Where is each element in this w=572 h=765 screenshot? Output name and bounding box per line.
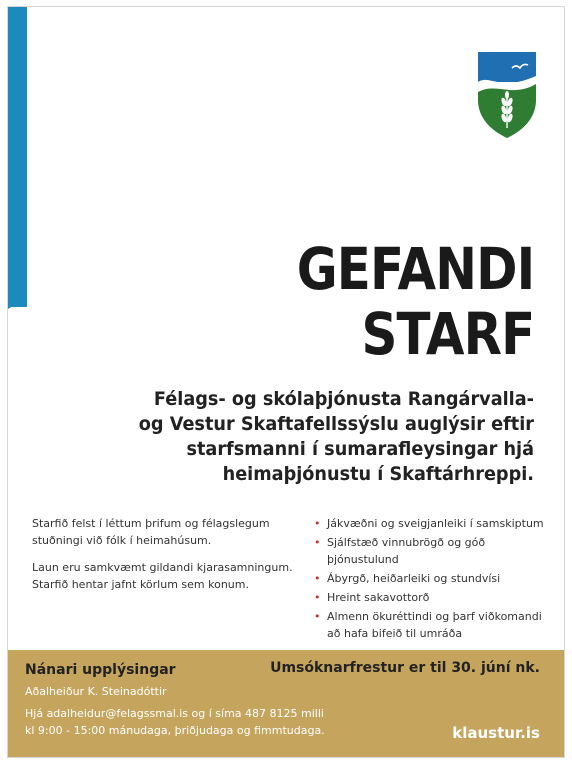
requirement-text: að hafa bifeið til umráða: [327, 627, 463, 640]
bullet-icon: •: [314, 572, 321, 585]
description-line: Laun eru samkvæmt gildandi kjarasamningum.: [32, 561, 293, 574]
subhead-line-2: og Vestur Skaftafellssýslu auglýsir eftir: [138, 413, 534, 435]
contact-heading: Nánari upplýsingar: [25, 662, 176, 678]
requirement-text: Ábyrgð, heiðarleiki og stundvísi: [327, 572, 501, 585]
contact-footer: [8, 650, 564, 757]
bullet-icon: •: [314, 610, 321, 623]
requirement-item: [314, 608, 549, 642]
bullet-icon: •: [314, 536, 321, 549]
description-paragraph-2: [32, 559, 302, 593]
requirement-text: Hreint sakavottorð: [327, 591, 430, 604]
bullet-icon: •: [314, 591, 321, 604]
description-paragraph-1: [32, 515, 302, 549]
municipal-crest-icon: [478, 52, 536, 138]
requirement-item: [314, 589, 549, 606]
subhead-line-4: heimaþjónustu í Skaftárhreppi.: [222, 463, 534, 485]
requirement-text: Jákvæðni og sveigjanleiki í samskiptum: [327, 517, 544, 530]
bullet-icon: •: [314, 517, 321, 530]
accent-bar-tip: [8, 297, 27, 309]
requirement-item: [314, 570, 549, 587]
application-deadline: Umsóknarfrestur er til 30. júní nk.: [270, 660, 540, 676]
requirement-item: [314, 515, 549, 532]
subhead-line-1: Félags- og skólaþjónusta Rangárvalla-: [153, 388, 534, 410]
accent-bar: [8, 7, 27, 307]
description-line: stuðningi við fólk í heimahúsum.: [32, 534, 212, 547]
subheadline: [97, 387, 534, 487]
website-link[interactable]: klaustur.is: [452, 724, 540, 742]
requirement-item: [314, 534, 549, 568]
contact-details: Hjá adalheidur@felagssmal.is og í síma 487 8125 milli: [25, 707, 324, 720]
headline: [296, 237, 534, 367]
description-line: Starfið felst í léttum þrifum og félagslegum: [32, 517, 270, 530]
headline-line-2: STARF: [361, 300, 534, 368]
description-line: Starfið hentar jafnt körlum sem konum.: [32, 578, 249, 591]
requirements-list: [314, 515, 549, 644]
contact-name: Aðalheiður K. Steinadóttir: [25, 685, 167, 698]
requirement-text: Almenn ökuréttindi og þarf viðkomandi: [327, 610, 542, 623]
subhead-line-3: starfsmanni í sumarafleysingar hjá: [186, 438, 534, 460]
requirement-text: þjónustulund: [327, 553, 399, 566]
requirement-text: Sjálfstæð vinnubrögð og góð: [327, 536, 486, 549]
contact-hours: kl 9:00 - 15:00 mánudaga, þriðjudaga og fimmtudaga.: [25, 724, 325, 737]
headline-line-1: GEFANDI: [296, 235, 534, 303]
job-description: [32, 515, 302, 603]
job-advertisement: [7, 6, 565, 758]
